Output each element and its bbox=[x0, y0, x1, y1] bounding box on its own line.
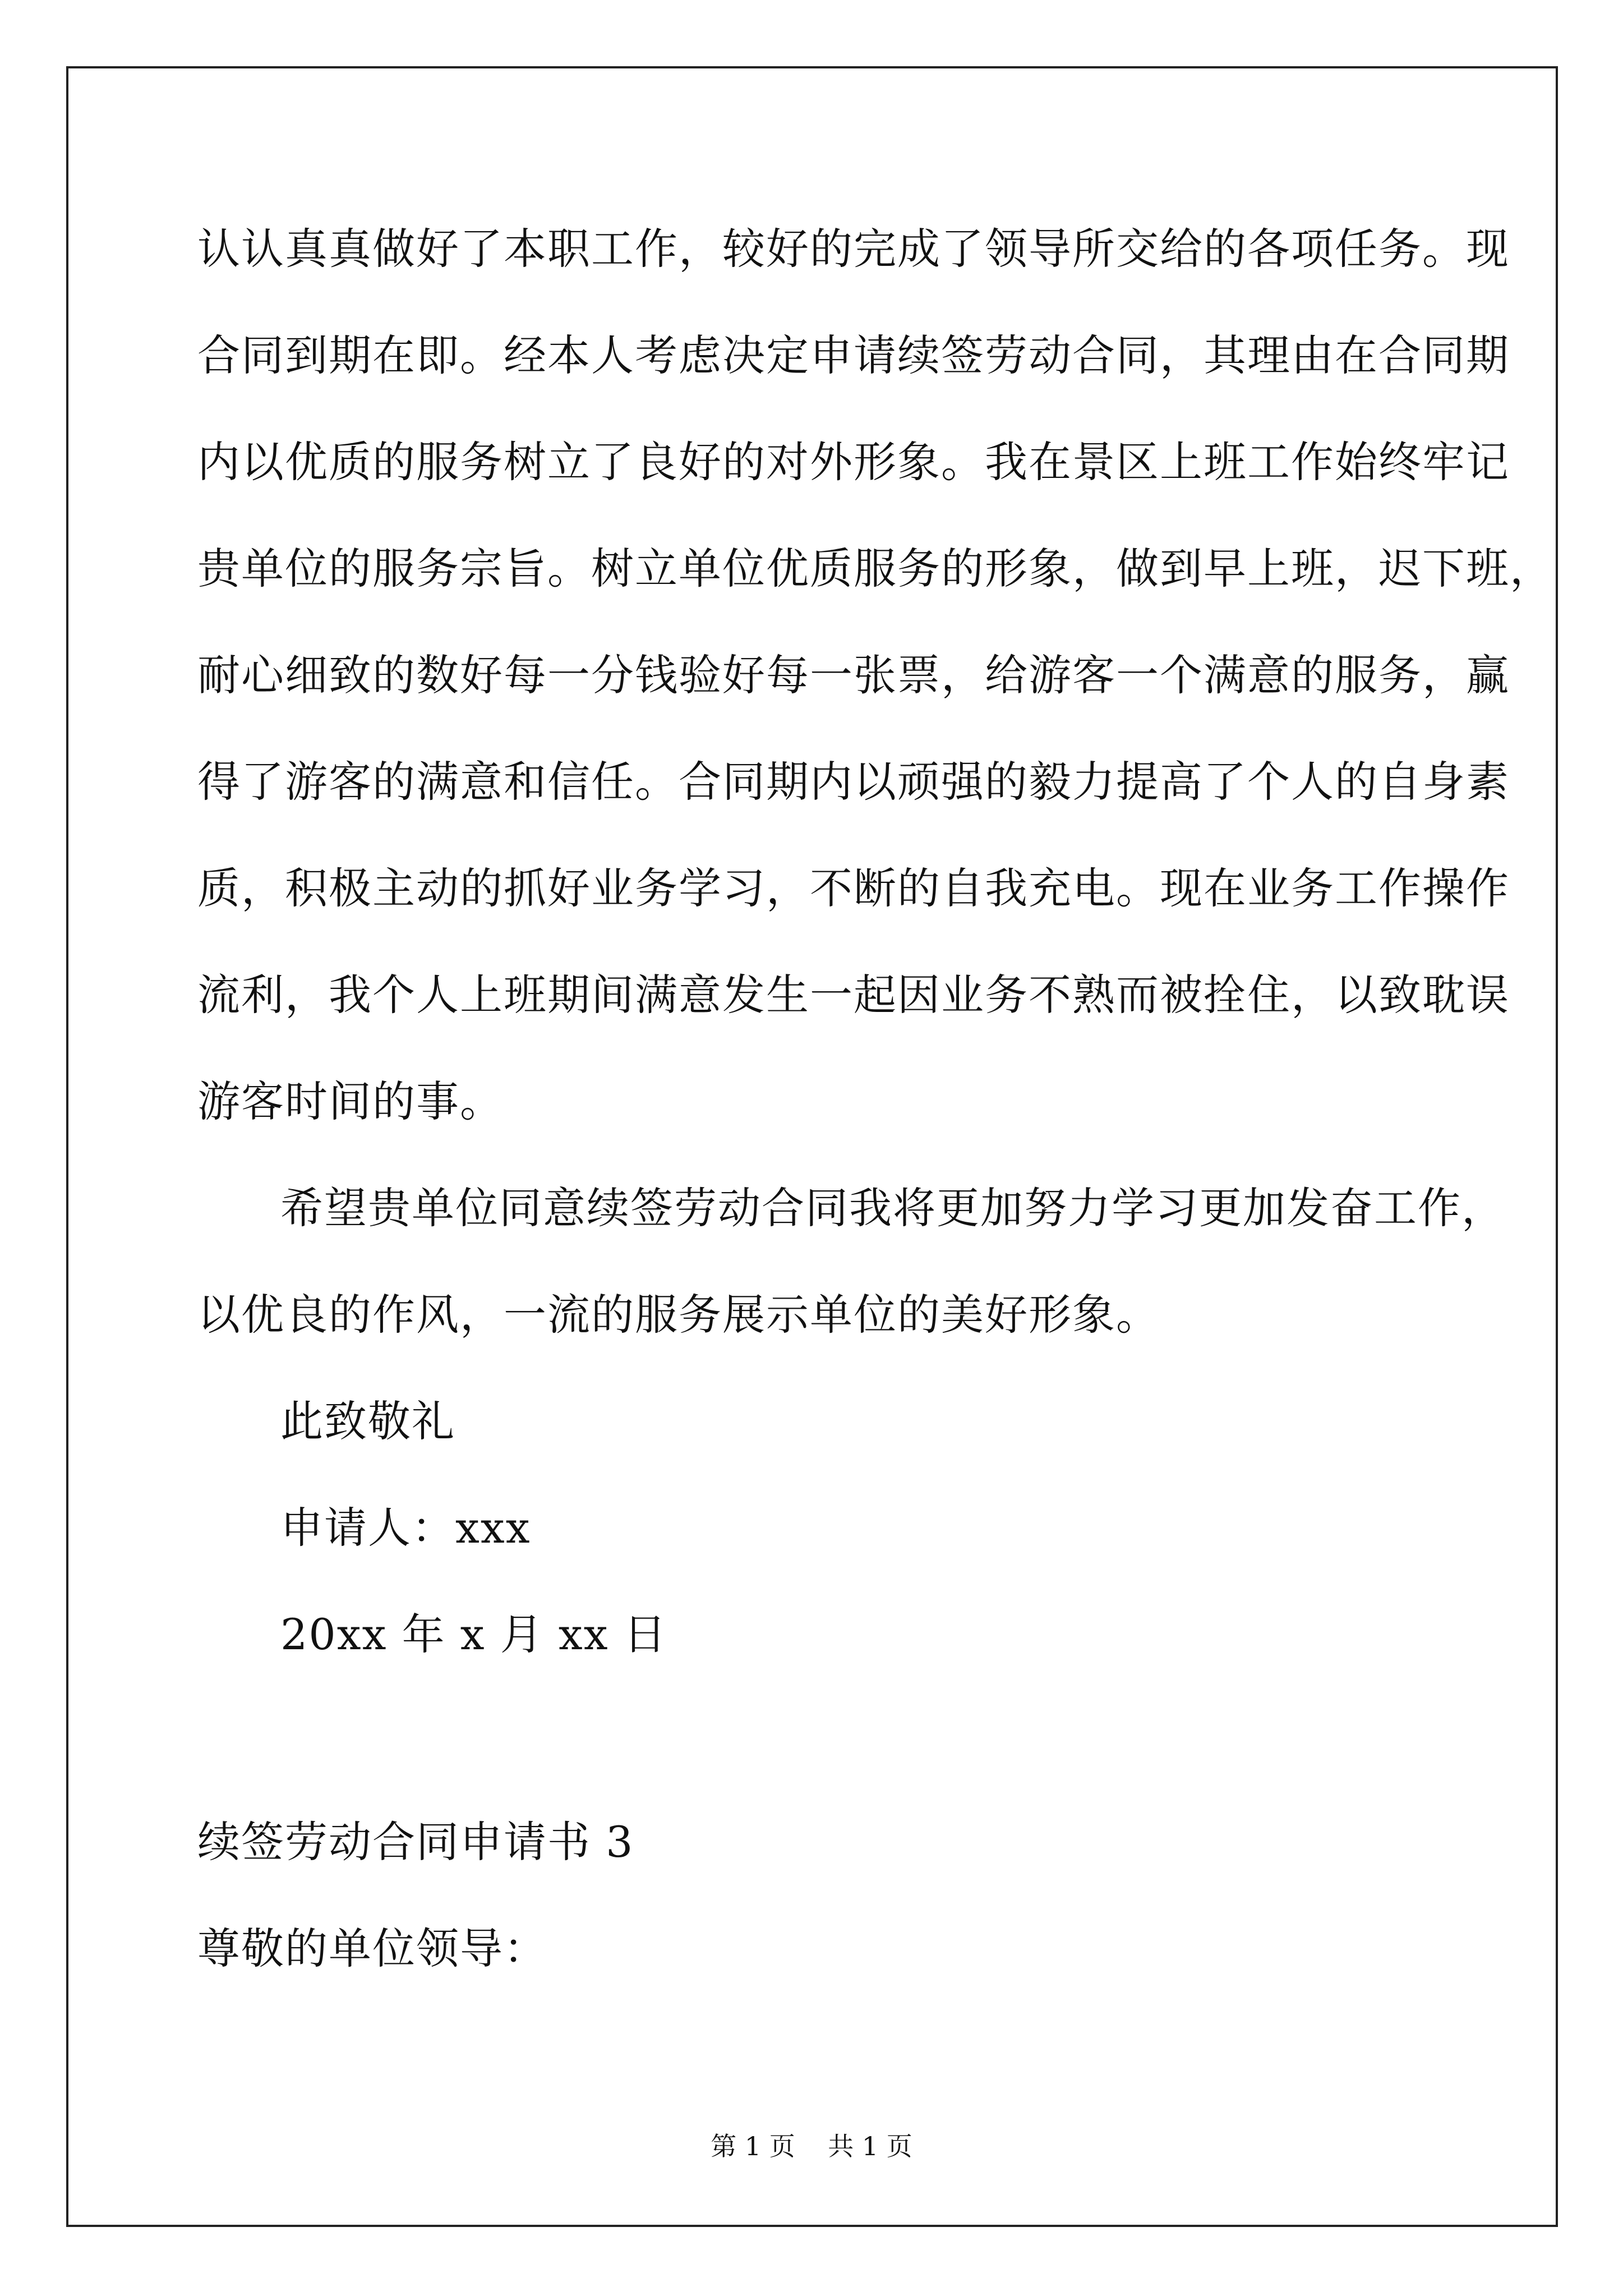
paragraph-line: 以优良的作风，一流的服务展示单位的美好形象。 bbox=[197, 1290, 1160, 1340]
closing-text: 此致敬礼 bbox=[280, 1396, 455, 1446]
paragraph-line: 内以优质的服务树立了良好的对外形象。我在景区上班工作始终牢记 bbox=[197, 437, 1510, 487]
page-footer: 第 1 页 共 1 页 bbox=[711, 2131, 912, 2161]
paragraph-line: 贵单位的服务宗旨。树立单位优质服务的形象，做到早上班，迟下班， bbox=[197, 544, 1553, 593]
paragraph-line: 质，积极主动的抓好业务学习，不断的自我充电。现在业务工作操作 bbox=[197, 863, 1510, 913]
paragraph-line: 耐心细致的数好每一分钱验好每一张票，给游客一个满意的服务，赢 bbox=[197, 650, 1510, 700]
salutation: 尊敬的单位领导： bbox=[197, 1924, 547, 1973]
paragraph-line: 认认真真做好了本职工作，较好的完成了领导所交给的各项任务。现 bbox=[197, 224, 1510, 274]
paragraph-line: 得了游客的满意和信任。合同期内以顽强的毅力提高了个人的自身素 bbox=[197, 757, 1510, 807]
page-border bbox=[66, 66, 1558, 2227]
date-line: 20xx 年 x 月 xx 日 bbox=[280, 1609, 667, 1659]
paragraph-line: 游客时间的事。 bbox=[197, 1076, 504, 1126]
paragraph-line: 合同到期在即。经本人考虑决定申请续签劳动合同，其理由在合同期 bbox=[197, 330, 1510, 380]
applicant-line: 申请人：xxx bbox=[280, 1503, 531, 1553]
paragraph-line: 流利，我个人上班期间满意发生一起因业务不熟而被拴住，以致耽误 bbox=[197, 970, 1510, 1020]
paragraph-line: 希望贵单位同意续签劳动合同我将更加努力学习更加发奋工作， bbox=[280, 1183, 1505, 1233]
section-title: 续签劳动合同申请书 3 bbox=[197, 1817, 634, 1867]
